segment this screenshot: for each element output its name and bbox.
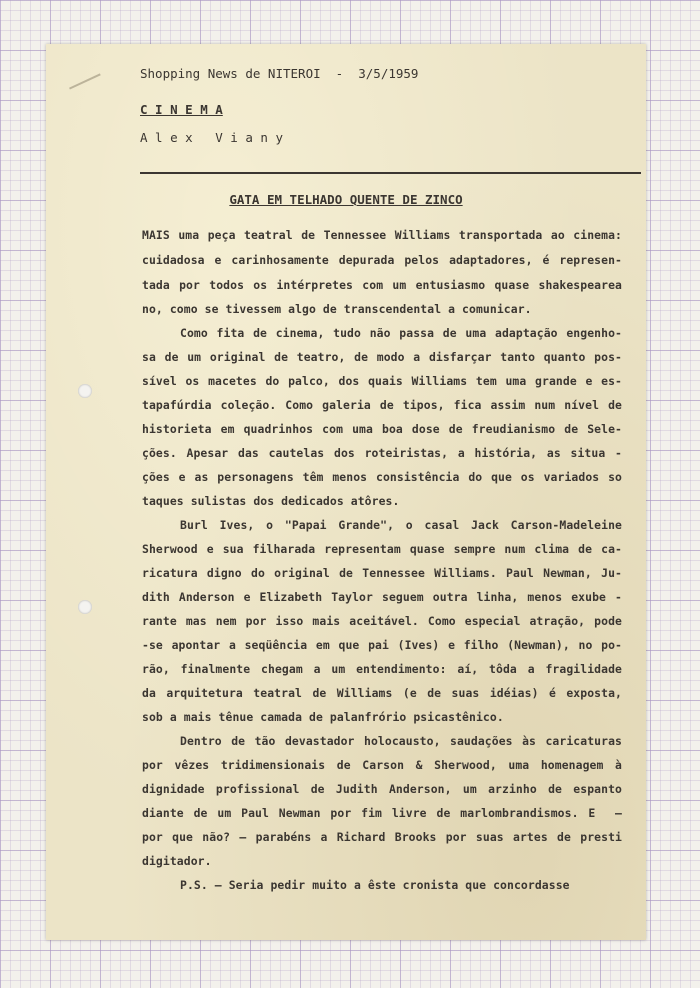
text-line: digitador. — [142, 854, 212, 868]
article-title: GATA EM TELHADO QUENTE DE ZINCO — [229, 192, 463, 207]
text-line: sa de um original de teatro, de modo a disfarçar tanto quanto pos- — [142, 350, 622, 364]
text-line: diante de um Paul Newman por fim livre de marlombrandismos. E — — [142, 806, 622, 820]
punch-hole — [78, 384, 92, 398]
text-line: ções. Apesar das cautelas dos roteiristas, a história, as situa - — [142, 446, 622, 460]
text-line: MAIS uma peça teatral de Tennessee Williams transportada ao cinema: — [142, 228, 622, 242]
section-heading: C I N E M A — [140, 102, 223, 117]
text-line: sível os macetes do palco, dos quais Williams tem uma grande e es- — [142, 374, 622, 388]
text-line: Dentro de tão devastador holocausto, saudações às caricaturas — [180, 734, 622, 748]
text-line: tada por todos os intérpretes com um entusiasmo quase shakespearea — [142, 278, 622, 292]
text-line: da arquitetura teatral de Williams (e de suas idéias) é exposta, — [142, 686, 622, 700]
author-line: A l e x V i a n y — [140, 130, 283, 145]
text-line: historieta em quadrinhos com uma boa dose de freudianismo de Sele- — [142, 422, 622, 436]
text-line: Como fita de cinema, tudo não passa de uma adaptação engenho- — [180, 326, 622, 340]
text-line: -se apontar a seqüência em que pai (Ives) e filho (Newman), no po- — [142, 638, 622, 652]
text-line: ricatura digno do original de Tennessee Williams. Paul Newman, Ju- — [142, 566, 622, 580]
text-line: rante mas nem por isso mais aceitável. Como especial atração, pode — [142, 614, 622, 628]
text-line: Sherwood e sua filharada representam quase sempre num clima de ca- — [142, 542, 622, 556]
punch-hole — [78, 600, 92, 614]
divider-rule — [140, 172, 641, 174]
source-line: Shopping News de NITEROI - 3/5/1959 — [140, 66, 419, 81]
text-line: ções e as personagens têm menos consistência do que os variados so — [142, 470, 622, 484]
document-page — [46, 44, 646, 940]
text-line: tapafúrdia coleção. Como galeria de tipos, fica assim num nível de — [142, 398, 622, 412]
text-line: cuidadosa e carinhosamente depurada pelos adaptadores, é represen- — [142, 253, 622, 267]
text-line: sob a mais tênue camada de palanfrório psicastênico. — [142, 710, 504, 724]
text-line: Burl Ives, o "Papai Grande", o casal Jack Carson-Madeleine — [180, 518, 622, 532]
text-line: dignidade profissional de Judith Anderson, um arzinho de espanto — [142, 782, 622, 796]
text-line: rão, finalmente chegam a um entendimento: aí, tôda a fragilidade — [142, 662, 622, 676]
text-line: taques sulistas dos dedicados atôres. — [142, 494, 400, 508]
text-line: por vêzes tridimensionais de Carson & Sherwood, uma homenagem à — [142, 758, 622, 772]
text-line: dith Anderson e Elizabeth Taylor seguem outra linha, menos exube - — [142, 590, 622, 604]
text-line: P.S. — Seria pedir muito a êste cronista que concordasse — [180, 878, 570, 892]
text-line: por que não? — parabéns a Richard Brooks por suas artes de presti — [142, 830, 622, 844]
pen-mark — [69, 73, 105, 98]
text-line: no, como se tivessem algo de transcendental a comunicar. — [142, 302, 532, 316]
